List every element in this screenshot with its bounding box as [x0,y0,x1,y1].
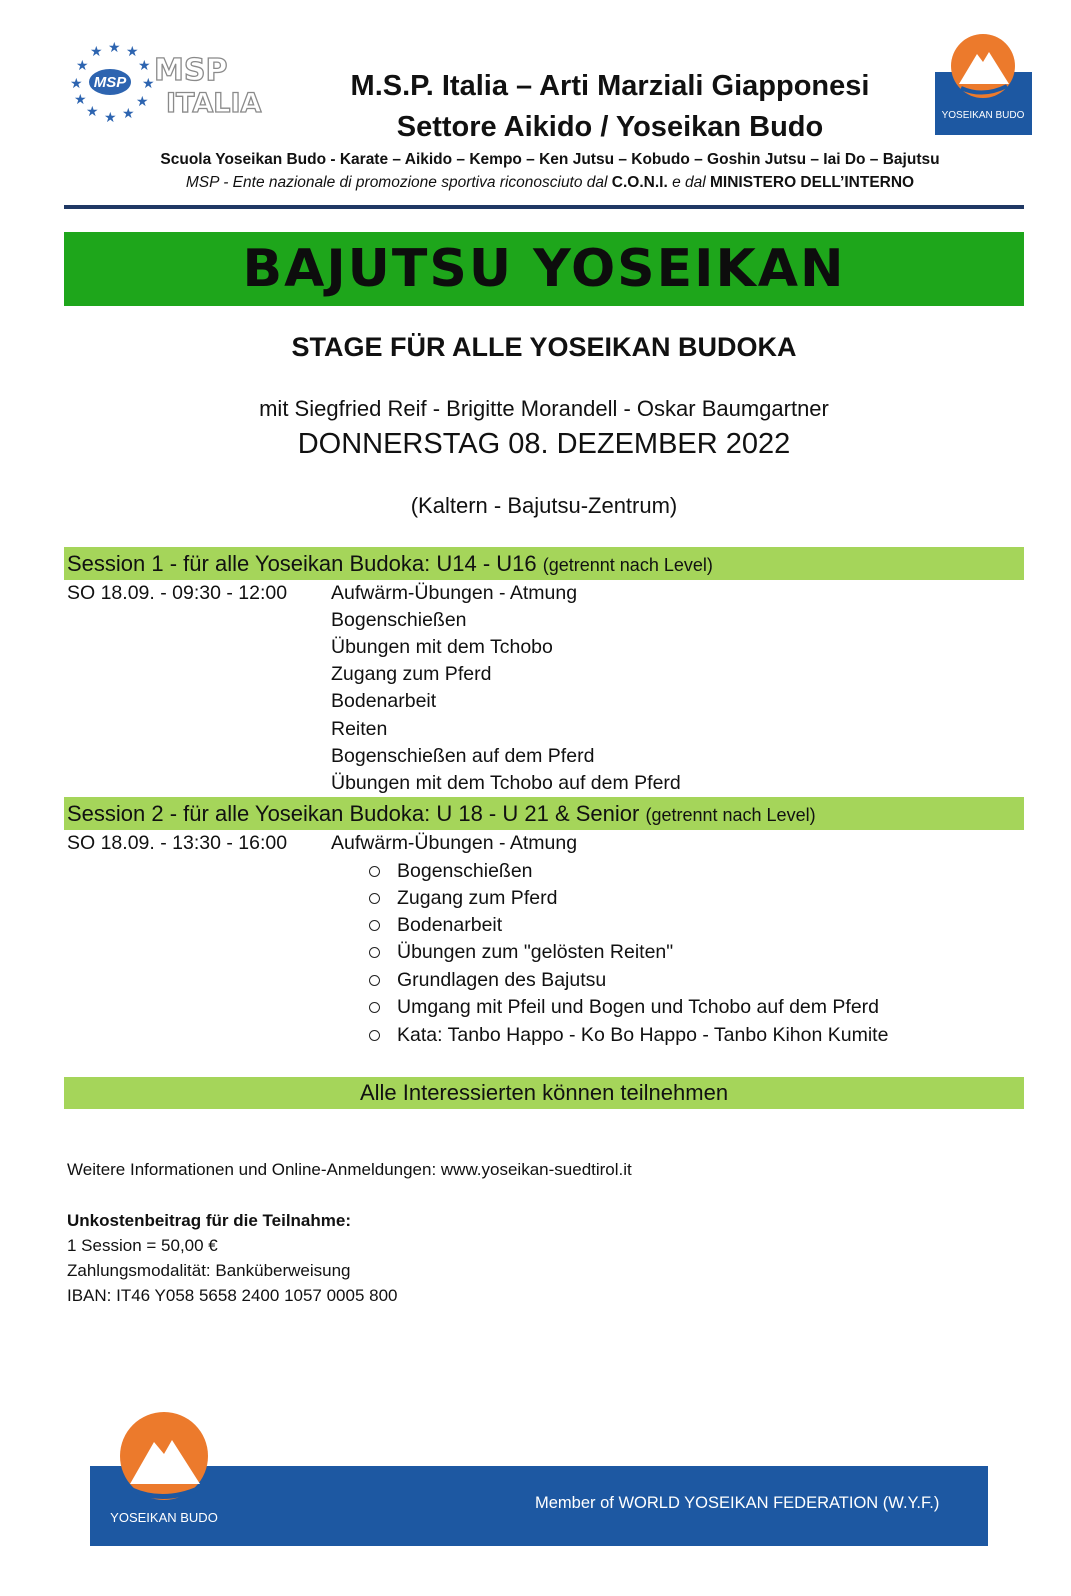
session2-header [64,797,1024,830]
session1-item: Bogenschießen [331,609,467,631]
session2-bullet-item: Zugang zum Pferd [369,887,557,910]
header-divider [64,205,1024,209]
yoseikan-budo-logo [935,32,1035,137]
more-info-line: Weitere Informationen und Online-Anmeldungen: www.yoseikan-suedtirol.it [67,1160,632,1179]
session1-time: SO 18.09. - 09:30 - 12:00 [67,582,288,604]
recognition-mid: e dal [667,174,711,191]
session1-title: Session 1 - für alle Yoseikan Budoka: U14 - U16 [67,551,537,576]
svg-text:★: ★ [90,43,103,59]
org-title-line1: M.S.P. Italia – Arti Marziali Giapponesi [350,70,870,102]
fee-amount: 1 Session = 50,00 € [67,1236,218,1255]
invite-banner: Alle Interessierten können teilnehmen [64,1077,1024,1109]
bullet-circle-icon [369,866,380,877]
svg-text:★: ★ [104,109,117,122]
recognition-coni: C.O.N.I. [611,174,668,191]
session1-note: (getrennt nach Level) [542,555,713,575]
session1-item: Übungen mit dem Tchobo auf dem Pferd [331,772,681,794]
main-title: BAJUTSU YOSEIKAN [242,239,846,299]
session1-item: Reiten [331,718,388,740]
svg-text:★: ★ [126,43,139,59]
schools-list: Scuola Yoseikan Budo - Karate – Aikido – Kempo – Ken Jutsu – Kobudo – Goshin Jutsu – Iai Do – Bajutsu [160,151,940,168]
session1-item: Aufwärm-Übungen - Atmung [331,582,578,604]
bullet-circle-icon [369,1030,380,1041]
svg-text:YOSEIKAN BUDO: YOSEIKAN BUDO [110,1510,218,1525]
svg-text:ITALIA: ITALIA [166,88,262,119]
event-location: (Kaltern - Bajutsu-Zentrum) [410,493,678,518]
svg-text:★: ★ [86,103,99,119]
session2-title: Session 2 - für alle Yoseikan Budoka: U 18 - U 21 & Senior [67,801,640,826]
session1-item: Bogenschießen auf dem Pferd [331,745,595,767]
svg-text:★: ★ [70,75,83,91]
session2-bullet-item: Bodenarbeit [369,914,502,937]
session2-bullet-item: Grundlagen des Bajutsu [369,969,606,992]
session2-bullet-item: Übungen zum "gelösten Reiten" [369,941,673,964]
svg-text:★: ★ [136,93,149,109]
svg-text:★: ★ [74,91,87,107]
bullet-circle-icon [369,1002,380,1013]
msp-italia-logo [66,42,306,122]
fee-heading: Unkostenbeitrag für die Teilnahme: [67,1211,352,1230]
member-text: Member of WORLD YOSEIKAN FEDERATION (W.Y.F.) [535,1494,940,1512]
payment-method: Zahlungsmodalität: Banküberweisung [67,1261,351,1280]
session1-item: Bodenarbeit [331,690,437,712]
svg-text:★: ★ [108,42,121,55]
iban: IBAN: IT46 Y058 5658 2400 1057 0005 800 [67,1286,398,1305]
bullet-circle-icon [369,920,380,931]
session2-time: SO 18.09. - 13:30 - 16:00 [67,832,288,854]
event-subtitle: STAGE FÜR ALLE YOSEIKAN BUDOKA [291,332,797,362]
recognition-line [80,174,1020,192]
svg-text:YOSEIKAN BUDO: YOSEIKAN BUDO [941,110,1025,121]
session1-item: Übungen mit dem Tchobo [331,636,553,658]
recognition-prefix: MSP - Ente nazionale di promozione sportiva riconosciuto dal [185,174,612,191]
session2-bullet-item: Bogenschießen [369,860,533,883]
bullet-circle-icon [369,893,380,904]
main-title-banner [64,232,1024,306]
svg-text:MSP: MSP [154,53,228,88]
session2-note: (getrennt nach Level) [645,805,816,825]
session2-first-item: Aufwärm-Übungen - Atmung [331,832,578,854]
bullet-circle-icon [369,947,380,958]
svg-text:★: ★ [142,75,155,91]
session1-header [64,547,1024,580]
event-date: DONNERSTAG 08. DEZEMBER 2022 [297,428,791,460]
svg-text:★: ★ [76,57,89,73]
svg-text:★: ★ [122,105,135,121]
org-title-line2: Settore Aikido / Yoseikan Budo [396,111,824,143]
svg-text:MSP: MSP [93,74,127,91]
recognition-ministry: MINISTERO DELL’INTERNO [710,174,915,191]
yoseikan-budo-footer-logo [108,1410,228,1538]
svg-text:★: ★ [138,57,151,73]
session1-item: Zugang zum Pferd [331,663,492,685]
trainers: mit Siegfried Reif - Brigitte Morandell - Oskar Baumgartner [259,396,829,421]
bullet-circle-icon [369,975,380,986]
session2-bullet-item: Kata: Tanbo Happo - Ko Bo Happo - Tanbo Kihon Kumite [369,1024,888,1047]
session2-bullet-item: Umgang mit Pfeil und Bogen und Tchobo auf dem Pferd [369,996,879,1019]
